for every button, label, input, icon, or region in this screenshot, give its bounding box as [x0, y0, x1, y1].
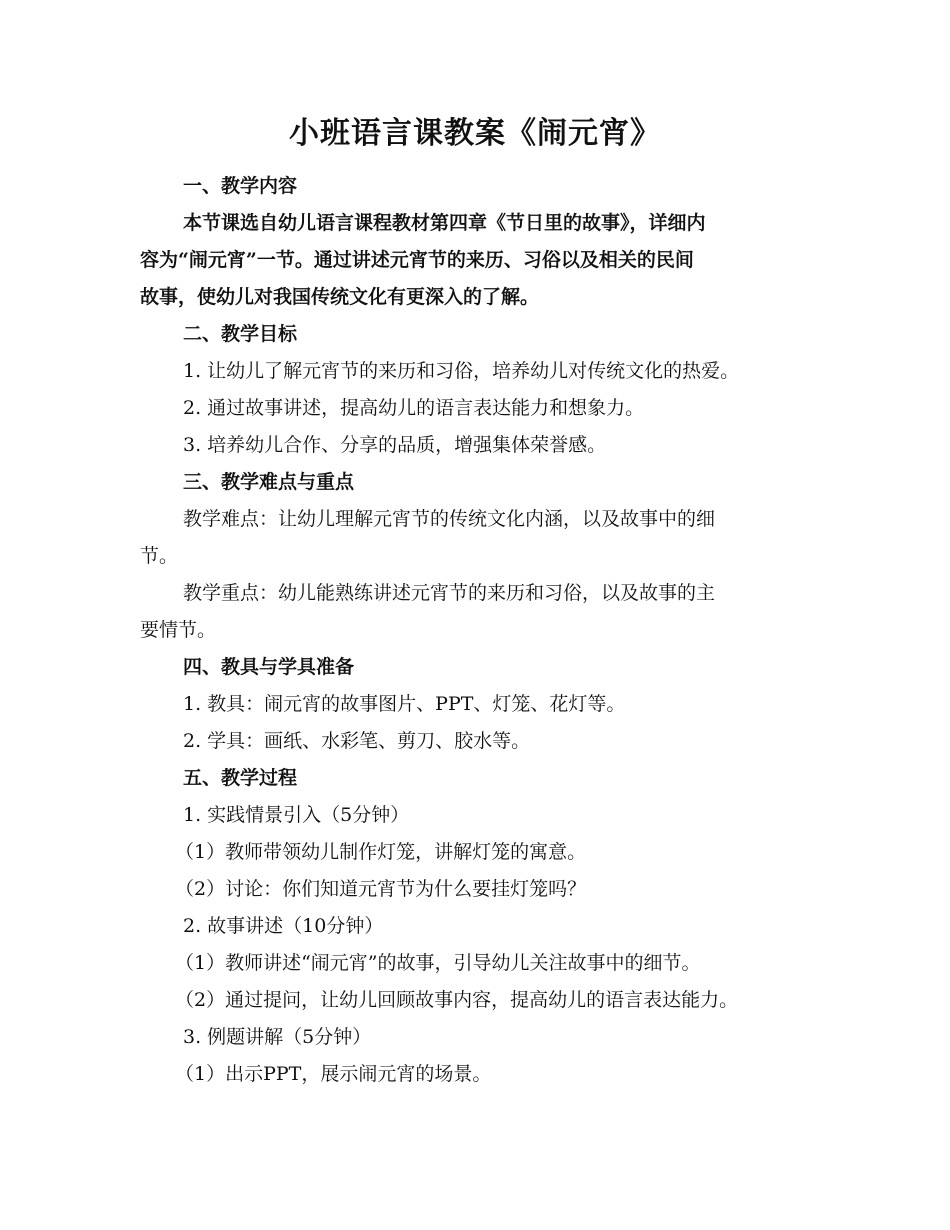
- material-item: 1. 教具：闹元宵的故事图片、PPT、灯笼、花灯等。: [183, 693, 626, 715]
- document-body: [140, 168, 830, 1093]
- process-sub-item: （1）教师讲述“闹元宵”的故事，引导幼儿关注故事中的细节。: [175, 952, 701, 974]
- goal-item: 2. 通过故事讲述，提高幼儿的语言表达能力和想象力。: [183, 397, 645, 419]
- process-step: 1. 实践情景引入（5分钟）: [183, 804, 410, 826]
- process-step: 2. 故事讲述（10分钟）: [183, 915, 384, 937]
- process-sub-item: （1）教师带领幼儿制作灯笼，讲解灯笼的寓意。: [175, 841, 587, 863]
- process-step: 3. 例题讲解（5分钟）: [183, 1026, 372, 1048]
- process-sub-item: （2）通过提问，让幼儿回顾故事内容，提高幼儿的语言表达能力。: [175, 989, 739, 1011]
- section-heading-materials: 四、教具与学具准备: [183, 656, 355, 678]
- section-heading-goals: 二、教学目标: [183, 323, 298, 345]
- section-heading-content: 一、教学内容: [183, 175, 298, 197]
- material-item: 2. 学具：画纸、水彩笔、剪刀、胶水等。: [183, 730, 531, 752]
- focus-line: 要情节。: [140, 619, 217, 641]
- section-heading-process: 五、教学过程: [183, 767, 298, 789]
- content-paragraph-line: 容为“闹元宵”一节。通过讲述元宵节的来历、习俗以及相关的民间: [140, 249, 694, 271]
- content-paragraph-line: 故事，使幼儿对我国传统文化有更深入的了解。: [140, 286, 540, 308]
- content-paragraph-line: 本节课选自幼儿语言课程教材第四章《节日里的故事》，详细内: [183, 212, 706, 234]
- focus-line: 教学重点：幼儿能熟练讲述元宵节的来历和习俗，以及故事的主: [183, 582, 716, 604]
- goal-item: 1. 让幼儿了解元宵节的来历和习俗，培养幼儿对传统文化的热爱。: [183, 360, 740, 382]
- section-heading-difficulties: 三、教学难点与重点: [183, 471, 355, 493]
- goal-item: 3. 培养幼儿合作、分享的品质，增强集体荣誉感。: [183, 434, 607, 456]
- process-sub-item: （1）出示PPT，展示闹元宵的场景。: [175, 1063, 492, 1085]
- difficulty-line: 节。: [140, 545, 179, 567]
- difficulty-line: 教学难点：让幼儿理解元宵节的传统文化内涵，以及故事中的细: [183, 508, 716, 530]
- process-sub-item: （2）讨论：你们知道元宵节为什么要挂灯笼吗？: [175, 878, 587, 900]
- document-title: 小班语言课教案《闹元宵》: [289, 116, 661, 151]
